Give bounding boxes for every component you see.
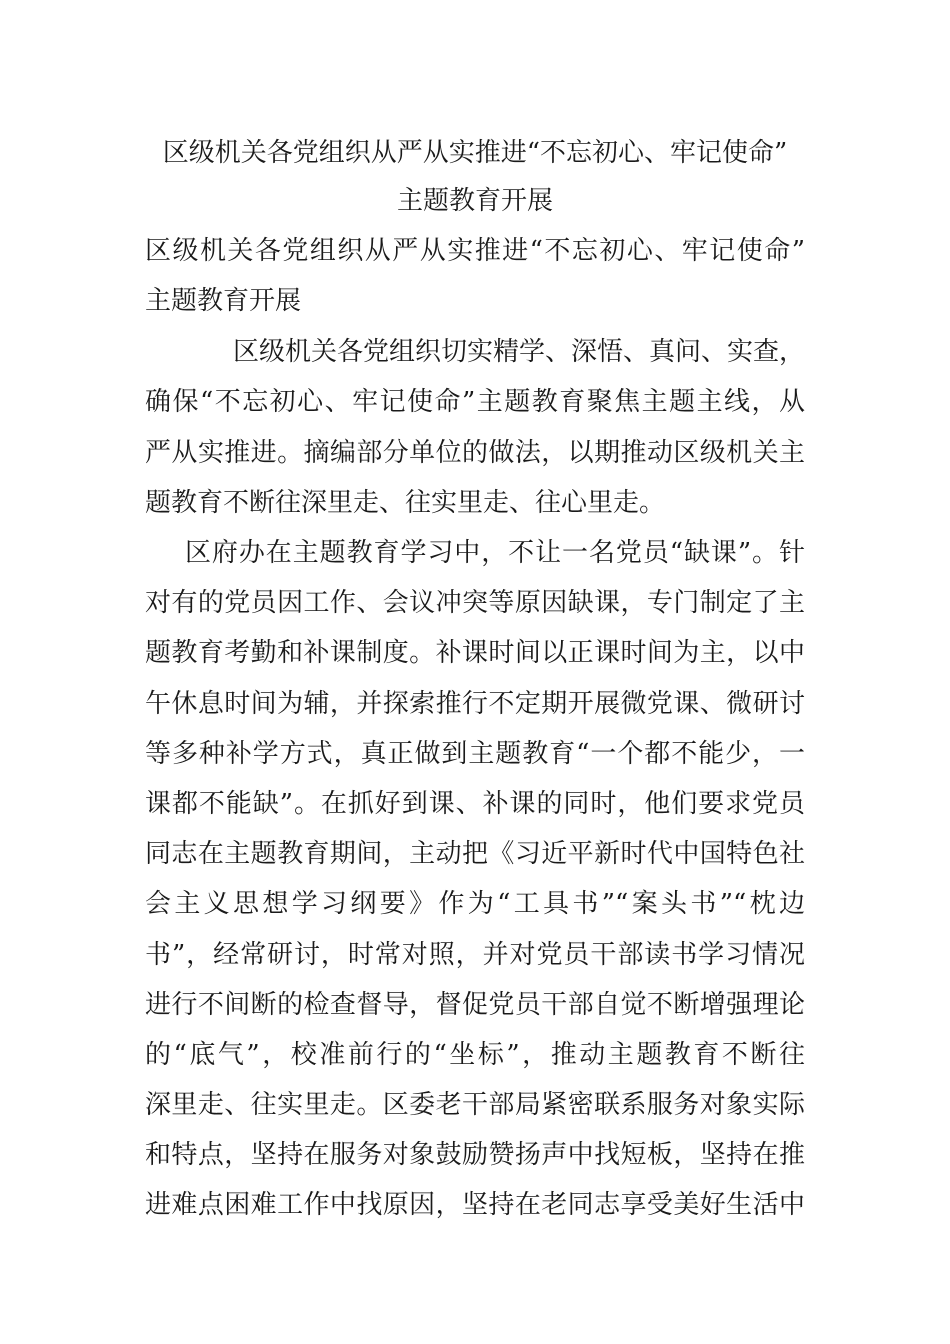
paragraph-line: 同志在主题教育期间，主动把《习近平新时代中国特色社	[145, 839, 805, 869]
paragraph-line: 题教育考勤和补课制度。补课时间以正课时间为主，以中	[145, 638, 805, 668]
paragraph-line: 进行不间断的检查督导，督促党员干部自觉不断增强理论	[145, 990, 805, 1020]
paragraph-line: 的“底气”，校准前行的“坐标”，推动主题教育不断往	[145, 1040, 805, 1070]
paragraph-line: 午休息时间为辅，并探索推行不定期开展微党课、微研讨	[145, 689, 805, 719]
paragraph-line: 书”，经常研讨，时常对照，并对党员干部读书学习情况	[145, 940, 805, 970]
paragraph-line: 对有的党员因工作、会议冲突等原因缺课，专门制定了主	[145, 588, 805, 618]
paragraph-line: 区级机关各党组织切实精学、深悟、真问、实查，	[233, 337, 806, 367]
paragraph-line: 确保“不忘初心、牢记使命”主题教育聚焦主题主线，从	[145, 387, 805, 417]
title-line-1: 区级机关各党组织从严从实推进“不忘初心、牢记使命”	[162, 138, 788, 168]
paragraph-line: 严从实推进。摘编部分单位的做法，以期推动区级机关主	[145, 438, 805, 468]
title-line-2: 主题教育开展	[396, 186, 553, 216]
subtitle-line-1: 区级机关各党组织从严从实推进“不忘初心、牢记使命”	[145, 236, 805, 266]
subtitle-line-2: 主题教育开展	[145, 286, 302, 316]
paragraph-line: 进难点困难工作中找原因，坚持在老同志享受美好生活中	[145, 1190, 805, 1220]
paragraph-line: 和特点，坚持在服务对象鼓励赞扬声中找短板，坚持在推	[145, 1140, 805, 1170]
paragraph-line: 会主义思想学习纲要》作为“工具书”“案头书”“枕边	[145, 889, 805, 919]
paragraph-line: 题教育不断往深里走、往实里走、往心里走。	[145, 488, 666, 518]
paragraph-line: 深里走、往实里走。区委老干部局紧密联系服务对象实际	[145, 1090, 805, 1120]
paragraph-line: 等多种补学方式，真正做到主题教育“一个都不能少，一	[145, 739, 805, 769]
paragraph-line: 课都不能缺”。在抓好到课、补课的同时，他们要求党员	[145, 789, 805, 819]
paragraph-line: 区府办在主题教育学习中，不让一名党员“缺课”。针	[185, 538, 805, 568]
